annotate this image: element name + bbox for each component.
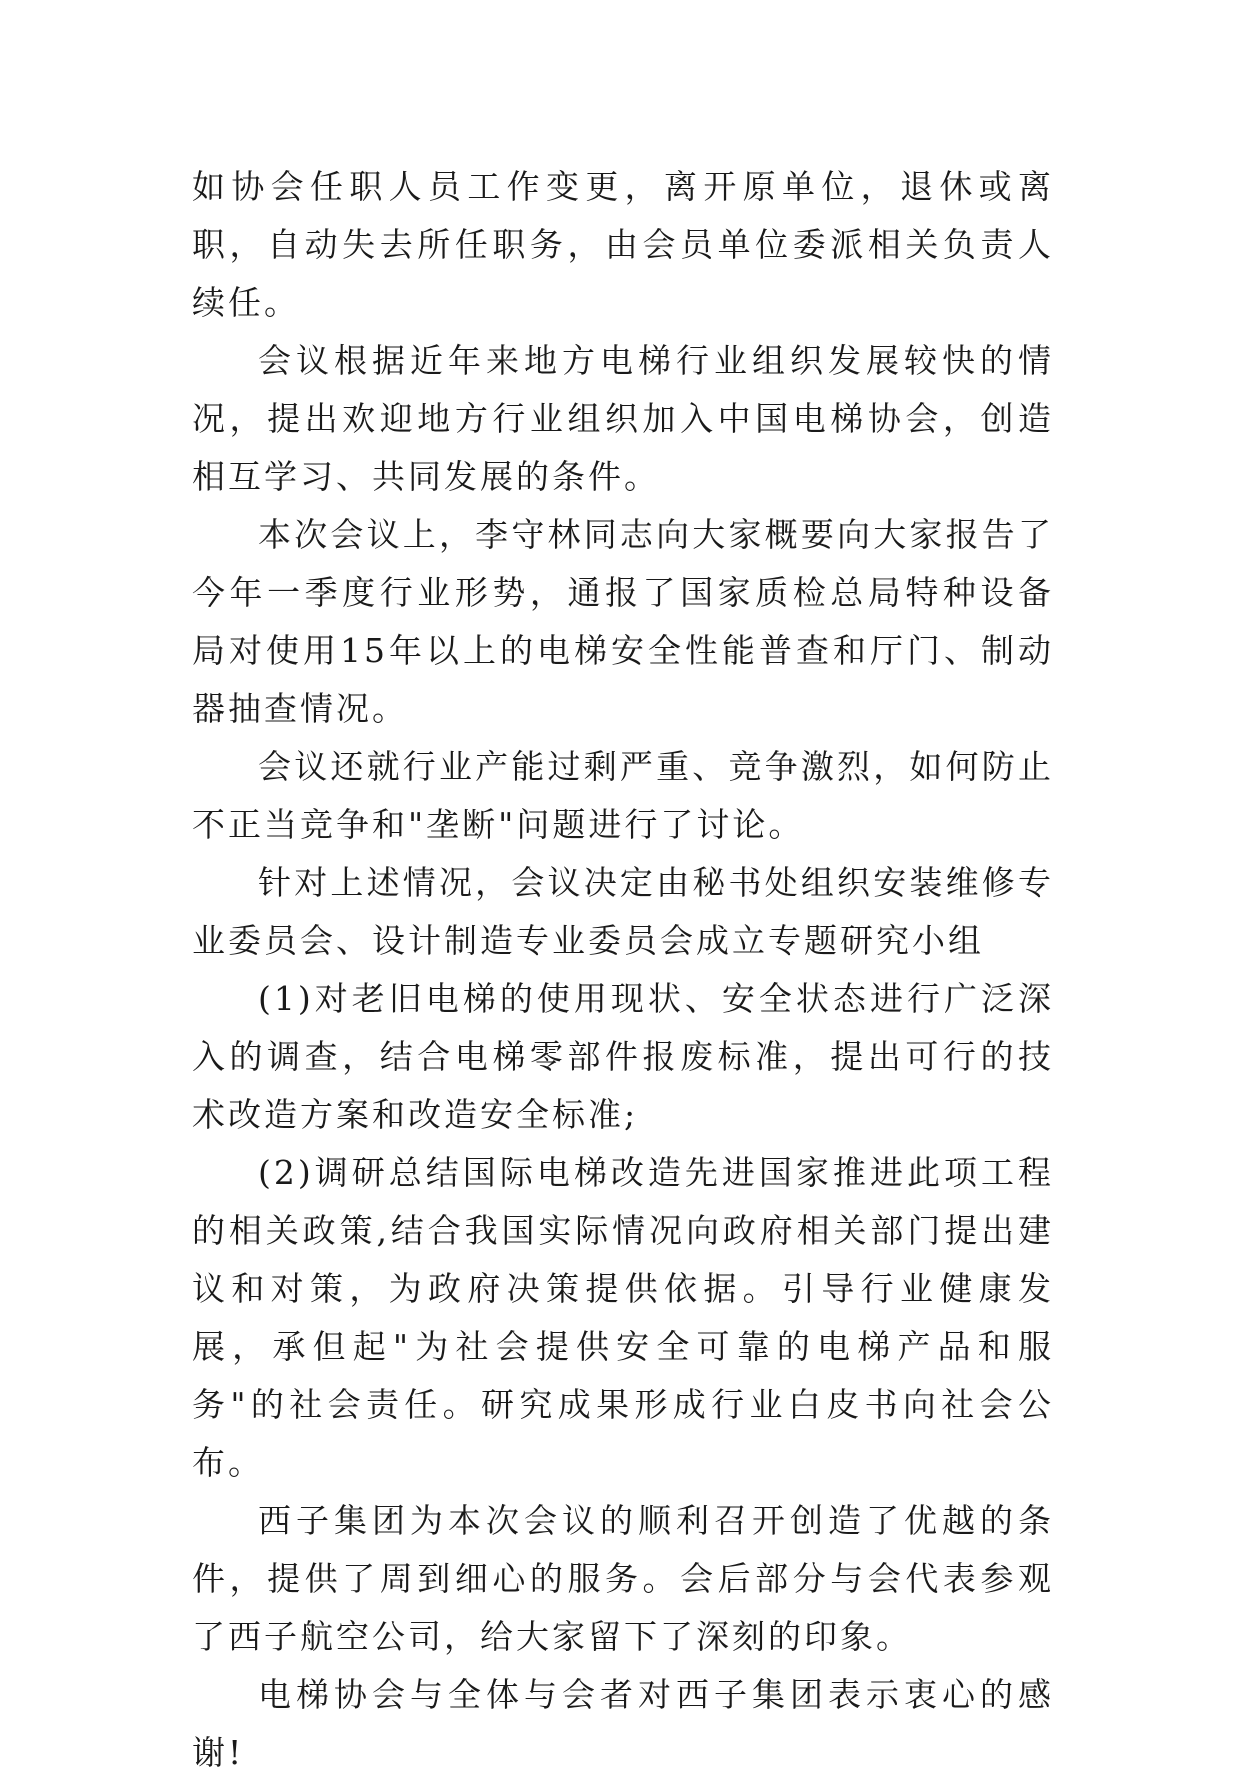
document-page <box>192 158 1054 1782</box>
paragraph-staff-change: 如协会任职人员工作变更，离开原单位，退休或离职，自动失去所任职务，由会员单位委派相关负责人续任。 <box>192 167 1054 322</box>
paragraph-competition-discussion: 会议还就行业产能过剩严重、竞争激烈，如何防止不正当竞争和"垄断"问题进行了讨论。 <box>192 747 1054 844</box>
paragraph-research-group: 针对上述情况，会议决定由秘书处组织安装维修专业委员会、设计制造专业委员会成立专题研究小组 <box>192 863 1054 960</box>
paragraph-item-1: (1)对老旧电梯的使用现状、安全状态进行广泛深入的调查，结合电梯零部件报废标准，提出可行的技术改造方案和改造安全标准; <box>192 979 1054 1134</box>
paragraph-closing-thanks: 电梯协会与全体与会者对西子集团表示衷心的感谢! <box>192 1675 1054 1772</box>
paragraph-industry-report: 本次会议上，李守林同志向大家概要向大家报告了今年一季度行业形势，通报了国家质检总局特种设备局对使用15年以上的电梯安全性能普查和厅门、制动器抽查情况。 <box>192 515 1054 728</box>
paragraph-item-2: (2)调研总结国际电梯改造先进国家推进此项工程的相关政策,结合我国实际情况向政府相关部门提出建议和对策，为政府决策提供依据。引导行业健康发展，承但起"为社会提供安全可靠的电梯产品和服务"的社会责任。研究成果形成行业白皮书向社会公布。 <box>192 1153 1054 1482</box>
paragraph-local-organizations: 会议根据近年来地方电梯行业组织发展较快的情况，提出欢迎地方行业组织加入中国电梯协会，创造相互学习、共同发展的条件。 <box>192 341 1054 496</box>
paragraph-host-thanks: 西子集团为本次会议的顺利召开创造了优越的条件，提供了周到细心的服务。会后部分与会代表参观了西子航空公司，给大家留下了深刻的印象。 <box>192 1501 1054 1656</box>
